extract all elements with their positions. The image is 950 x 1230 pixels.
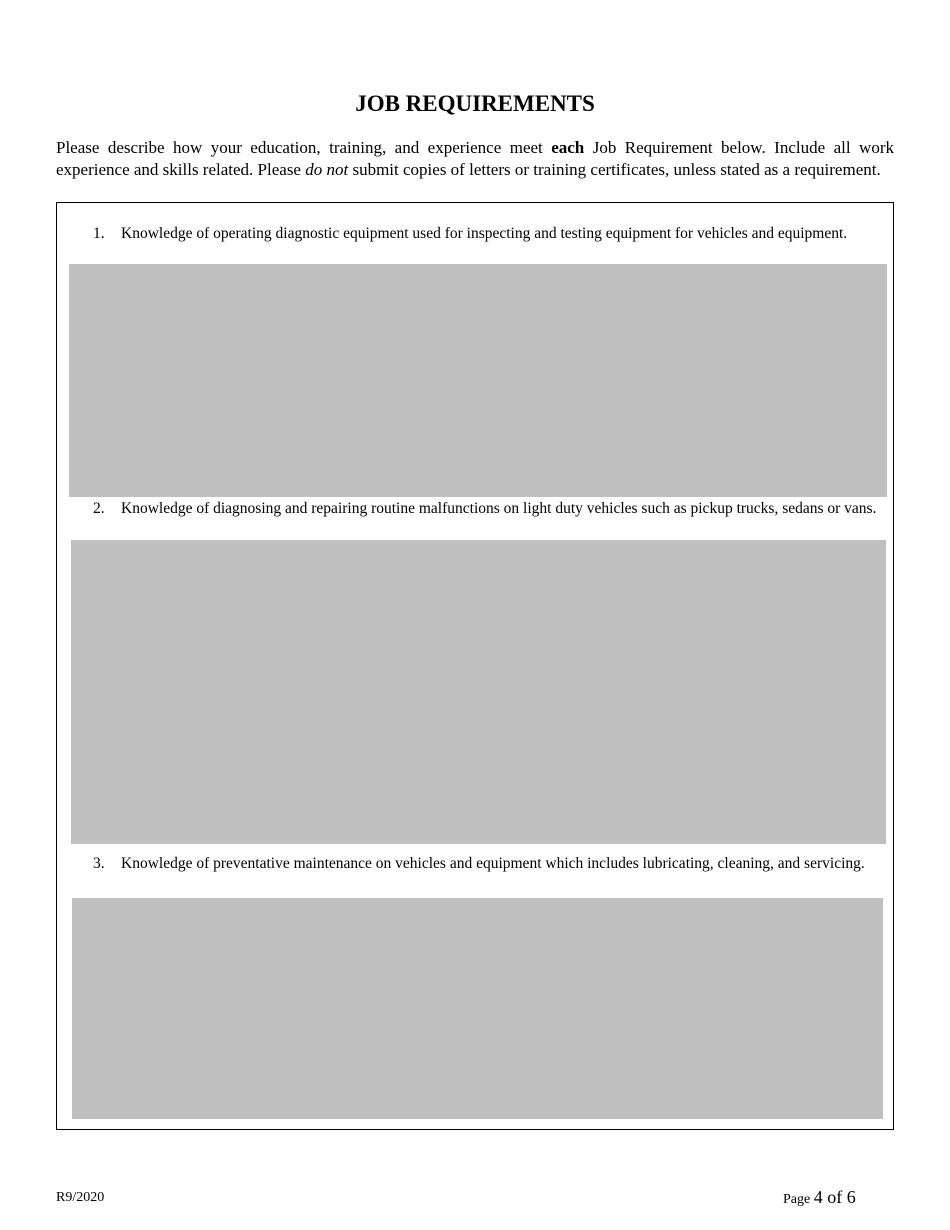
footer-page-number xyxy=(783,1185,856,1212)
requirement-3-answer-field[interactable] xyxy=(72,898,883,1119)
requirement-2 xyxy=(93,499,886,519)
instructions-paragraph xyxy=(56,137,894,180)
instructions-text-1: Please describe how your education, training, and experience meet xyxy=(56,138,552,157)
instructions-text-2: Job Requirement below. Include all work experience and skills related. Please xyxy=(56,138,894,179)
requirement-3-text: Knowledge of preventative maintenance on vehicles and equipment which includes lubricating, cleaning, and servicing. xyxy=(121,855,865,872)
requirement-3 xyxy=(93,854,886,874)
page-title: JOB REQUIREMENTS xyxy=(355,91,595,116)
requirement-1-text: Knowledge of operating diagnostic equipment used for inspecting and testing equipment for vehicles and equipment. xyxy=(121,225,848,242)
instructions-emphasis-do-not: do not xyxy=(305,159,349,179)
requirement-2-number: 2. xyxy=(93,500,105,517)
instructions-emphasis-each: each xyxy=(551,138,585,157)
requirement-2-text: Knowledge of diagnosing and repairing routine malfunctions on light duty vehicles such as pickup trucks, sedans or vans. xyxy=(121,500,877,517)
requirement-1-answer-field[interactable] xyxy=(69,264,887,497)
requirement-1 xyxy=(93,224,886,244)
requirement-3-number: 3. xyxy=(93,855,105,872)
footer-revision: R9/2020 xyxy=(56,1190,105,1205)
instructions-text-3: submit copies of letters or training certificates, unless stated as a requirement. xyxy=(348,159,881,179)
footer-page-word: Page xyxy=(783,1192,811,1207)
requirements-form-box xyxy=(56,202,894,1130)
footer-page-count: 4 of 6 xyxy=(813,1187,856,1207)
requirement-1-number: 1. xyxy=(93,225,105,242)
requirement-2-answer-field[interactable] xyxy=(71,540,886,844)
